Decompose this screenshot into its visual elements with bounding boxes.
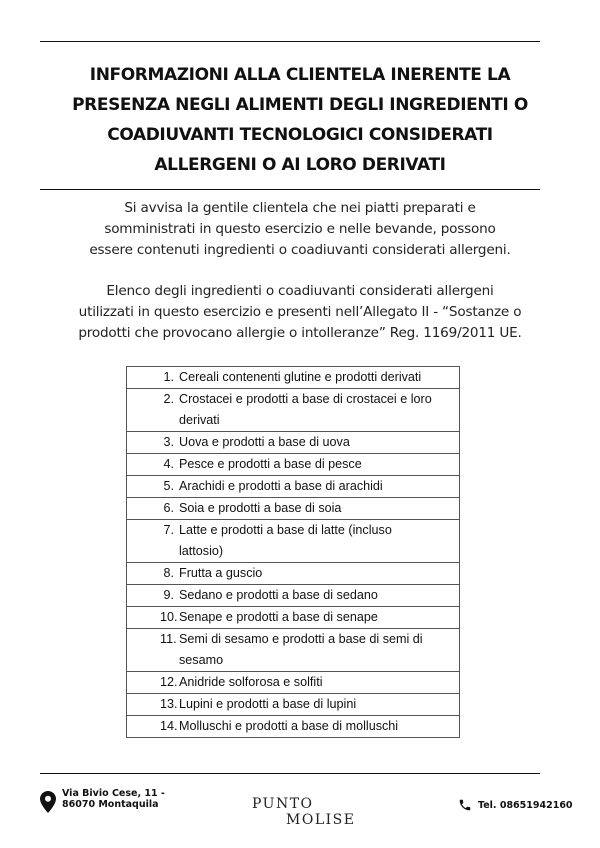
list-intro-paragraph (40, 281, 560, 344)
intro-line: prodotti che provocano allergie o intolleranze” Reg. 1169/2011 UE. (78, 325, 522, 341)
notice-line: essere contenuti ingredienti o coadiuvanti considerati allergeni. (89, 242, 511, 258)
title-line: PRESENZA NEGLI ALIMENTI DEGLI INGREDIENTI O (72, 95, 528, 115)
allergen-cell (127, 367, 460, 389)
allergen-number: 1. (163, 370, 174, 384)
allergen-row (127, 716, 460, 738)
brand-logo (248, 796, 358, 836)
allergen-number: 13. (160, 697, 178, 711)
allergen-row (127, 367, 460, 389)
allergen-cell (127, 432, 460, 454)
allergen-cell (127, 476, 460, 498)
allergen-row (127, 694, 460, 716)
allergen-label: Anidride solforosa e solfiti (179, 675, 323, 689)
allergen-row (127, 629, 460, 672)
intro-line: utilizzati in questo esercizio e presenti nell’Allegato II - “Sostanze o (78, 304, 522, 320)
allergen-cell (127, 389, 460, 432)
page-title (40, 60, 560, 180)
allergen-number: 14. (160, 719, 178, 733)
address-line: 86070 Montaquila (62, 799, 159, 810)
allergens-table-body (127, 367, 460, 738)
title-line: INFORMAZIONI ALLA CLIENTELA INERENTE LA (89, 65, 511, 85)
allergen-row (127, 476, 460, 498)
allergen-row (127, 454, 460, 476)
allergen-label: Pesce e prodotti a base di pesce (179, 457, 362, 471)
allergen-label: Lupini e prodotti a base di lupini (179, 697, 357, 711)
allergen-label: Frutta a guscio (179, 566, 263, 580)
allergen-number: 9. (163, 588, 174, 602)
allergen-cell (127, 520, 460, 563)
allergen-row (127, 432, 460, 454)
footer-rule (40, 773, 540, 774)
allergen-label: Arachidi e prodotti a base di arachidi (179, 479, 383, 493)
allergen-label: Uova e prodotti a base di uova (179, 435, 350, 449)
allergen-number: 8. (163, 566, 174, 580)
address-line: Via Bivio Cese, 11 - (62, 788, 165, 799)
allergen-label-continued: derivati (179, 413, 220, 427)
allergen-label-continued: lattosio) (179, 544, 224, 558)
allergen-cell (127, 629, 460, 672)
allergen-label: Crostacei e prodotti a base di crostacei e loro (179, 392, 432, 406)
allergen-row (127, 563, 460, 585)
allergen-label: Semi di sesamo e prodotti a base di semi di (179, 632, 423, 646)
phone-icon (458, 798, 472, 812)
allergen-number: 6. (163, 501, 174, 515)
allergen-row (127, 520, 460, 563)
intro-line: Elenco degli ingredienti o coadiuvanti considerati allergeni (106, 283, 494, 299)
title-line: ALLERGENI O AI LORO DERIVATI (154, 155, 446, 175)
allergen-row (127, 498, 460, 520)
allergen-cell (127, 716, 460, 738)
footer-phone (458, 798, 573, 812)
top-rule (40, 41, 540, 42)
allergen-row (127, 672, 460, 694)
allergen-number: 4. (163, 457, 174, 471)
allergens-table (126, 366, 460, 738)
map-pin-icon (40, 791, 56, 813)
notice-line: somministrati in questo esercizio e nelle bevande, possono (104, 221, 496, 237)
title-line: COADIUVANTI TECNOLOGICI CONSIDERATI (107, 125, 493, 145)
allergen-cell (127, 585, 460, 607)
allergen-label: Soia e prodotti a base di soia (179, 501, 342, 515)
allergen-label: Latte e prodotti a base di latte (incluso (179, 523, 392, 537)
allergen-cell (127, 607, 460, 629)
address-text (62, 788, 165, 810)
allergen-cell (127, 672, 460, 694)
allergen-number: 10. (160, 610, 178, 624)
logo-word-bottom: MOLISE (286, 812, 356, 828)
allergen-row (127, 389, 460, 432)
allergen-number: 7. (163, 523, 174, 537)
allergen-cell (127, 563, 460, 585)
phone-number: Tel. 08651942160 (478, 799, 573, 811)
allergen-number: 2. (163, 392, 174, 406)
allergen-label: Senape e prodotti a base di senape (179, 610, 378, 624)
allergen-row (127, 607, 460, 629)
allergen-row (127, 585, 460, 607)
allergen-number: 12. (160, 675, 178, 689)
title-bottom-rule (40, 189, 540, 190)
allergen-label-continued: sesamo (179, 653, 224, 667)
allergen-number: 5. (163, 479, 174, 493)
logo-word-top: PUNTO (252, 796, 314, 812)
allergen-label: Cereali contenenti glutine e prodotti derivati (179, 370, 422, 384)
allergen-label: Molluschi e prodotti a base di molluschi (179, 719, 399, 733)
footer-address (40, 788, 165, 813)
notice-paragraph (40, 198, 560, 261)
allergen-label: Sedano e prodotti a base di sedano (179, 588, 378, 602)
allergen-cell (127, 694, 460, 716)
allergen-cell (127, 454, 460, 476)
allergen-cell (127, 498, 460, 520)
notice-line: Si avvisa la gentile clientela che nei piatti preparati e (124, 200, 476, 216)
allergen-number: 11. (160, 632, 177, 646)
allergen-number: 3. (163, 435, 174, 449)
